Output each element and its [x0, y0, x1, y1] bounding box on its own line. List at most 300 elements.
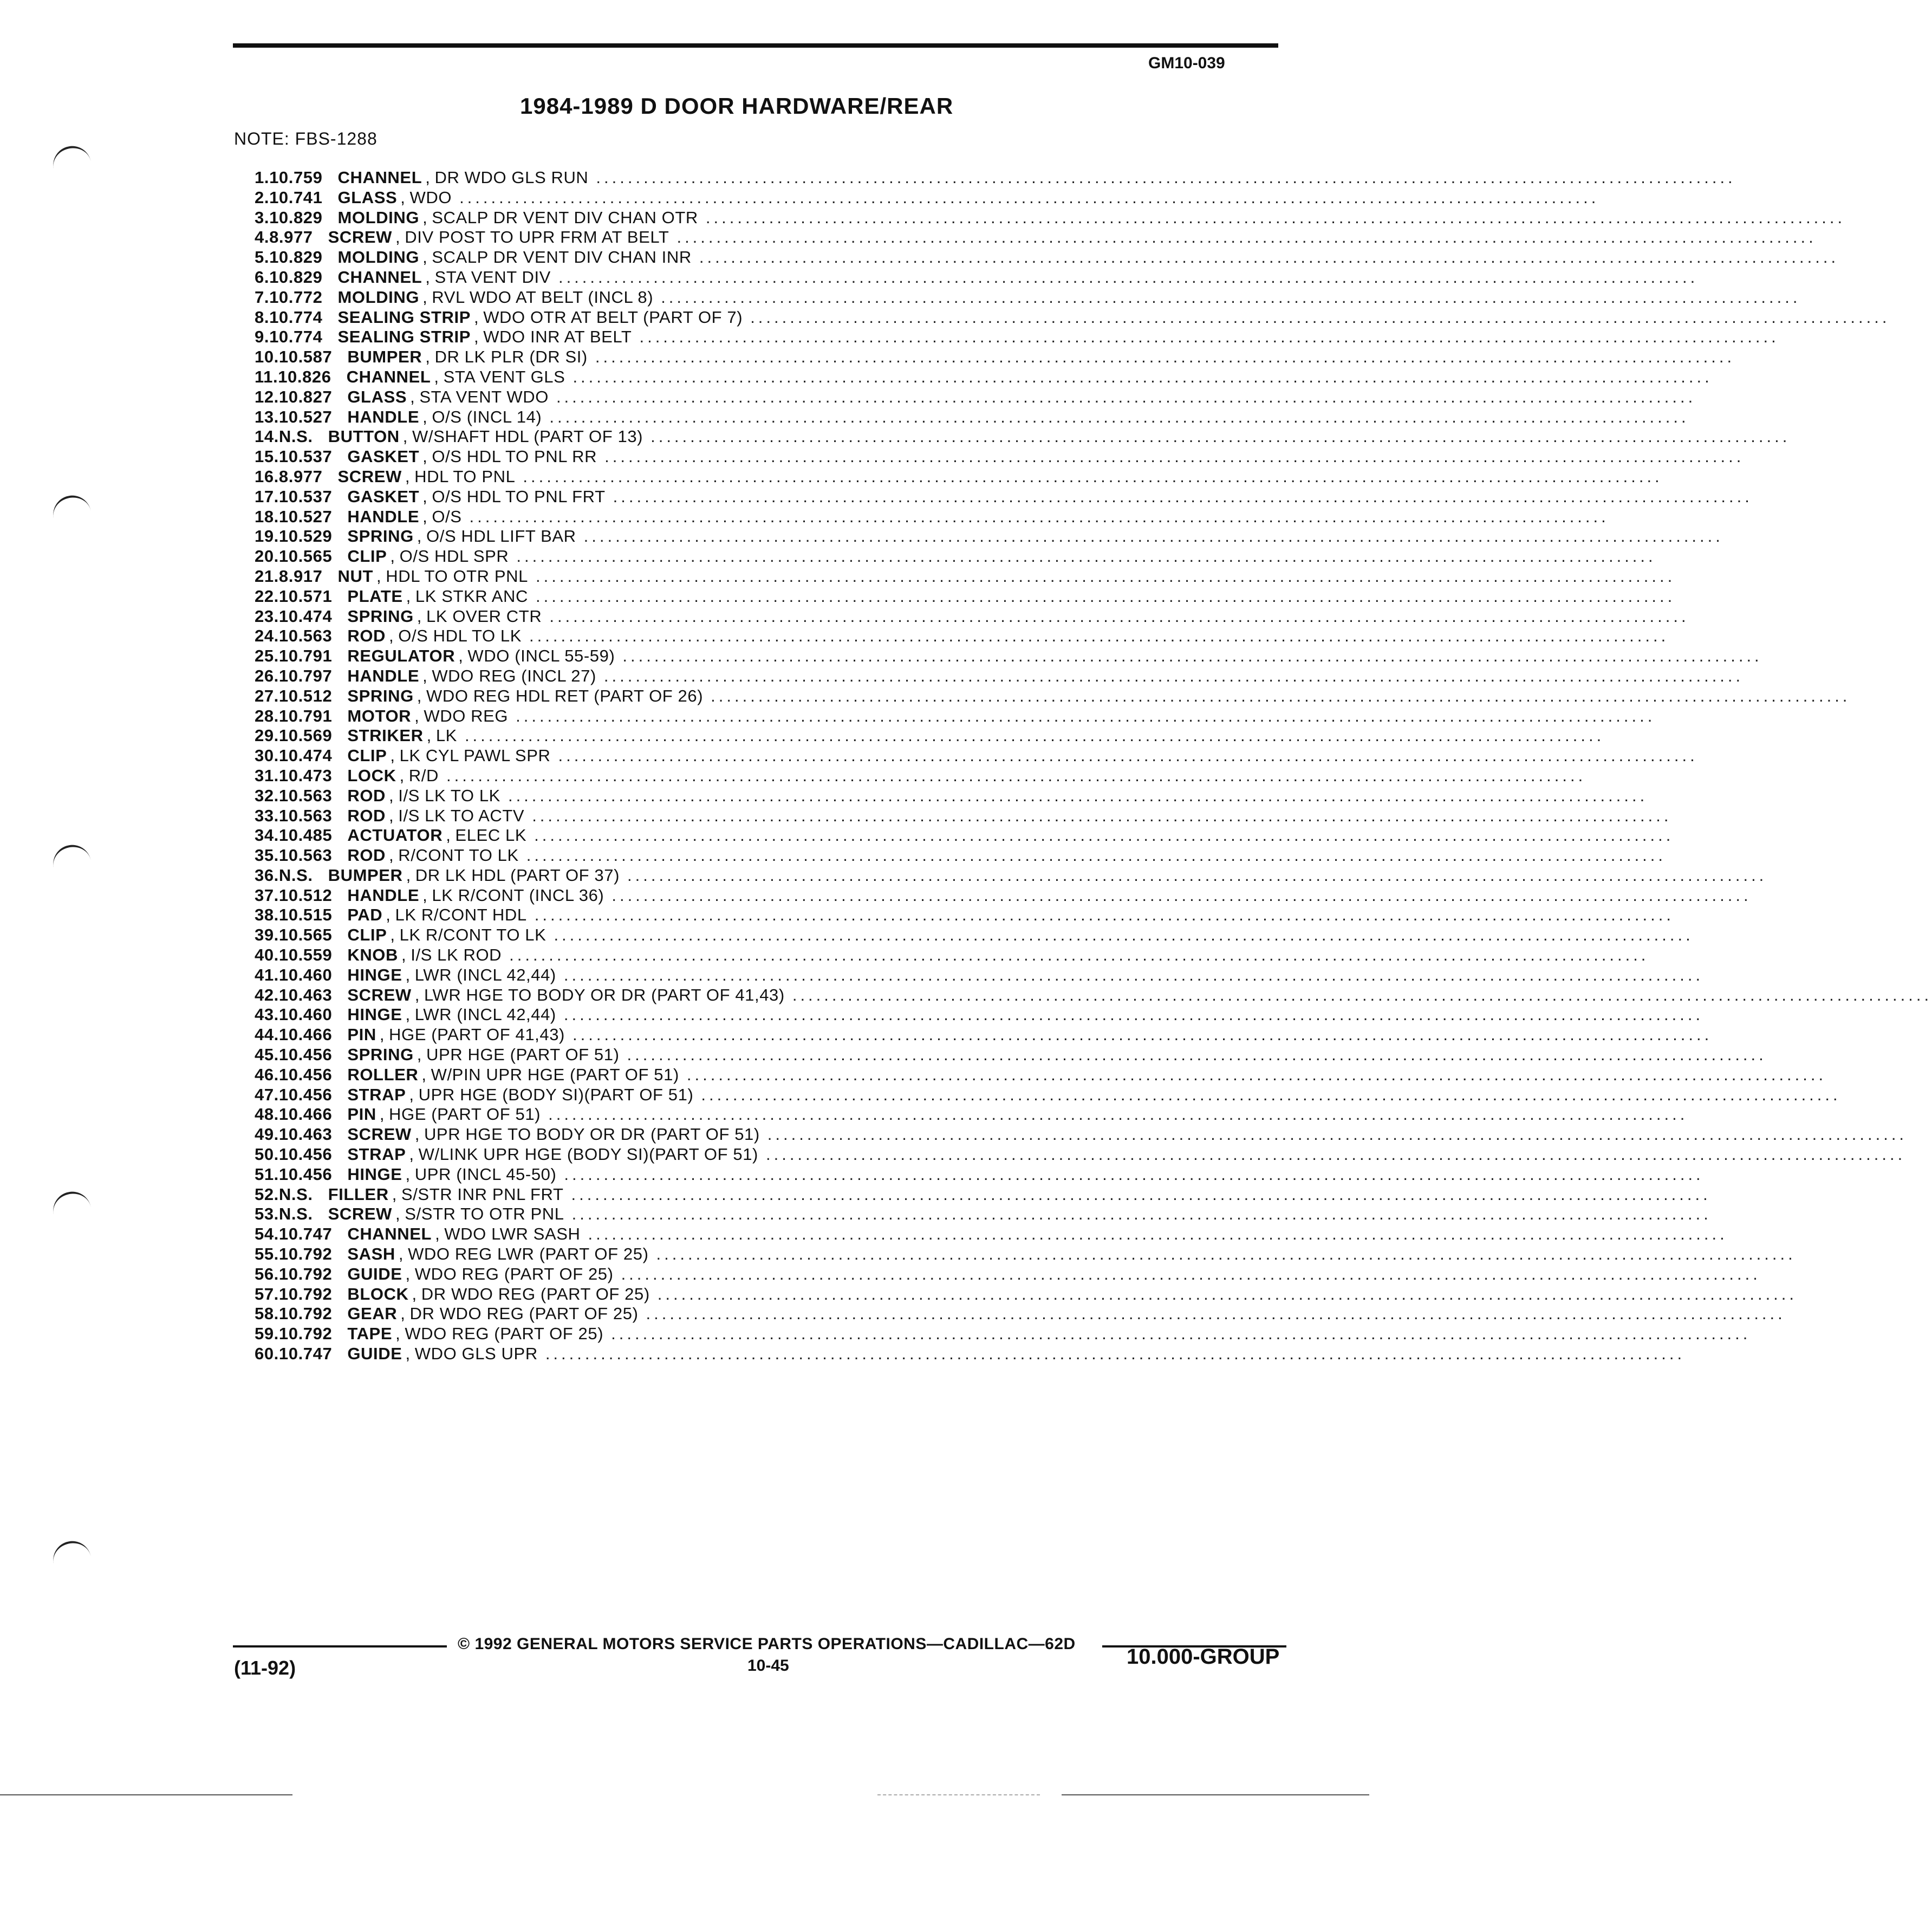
- dot-leader: ................................................................................................................................................: [603, 666, 1744, 685]
- part-description: [328, 1204, 564, 1224]
- part-name: GLASS: [347, 387, 407, 406]
- part-separator: ,: [410, 387, 415, 406]
- part-name: ROD: [347, 786, 386, 805]
- part-name: HANDLE: [347, 666, 420, 685]
- part-detail: STA VENT GLS: [443, 367, 565, 386]
- part-separator: ,: [400, 1304, 406, 1324]
- part-detail: O/S: [432, 507, 462, 526]
- group-number: 8.977: [269, 228, 313, 247]
- part-name: CHANNEL: [337, 267, 422, 287]
- part-separator: ,: [405, 965, 411, 984]
- group-number: 10.792: [278, 1284, 333, 1303]
- item-number: 25.: [255, 646, 279, 666]
- dot-leader: ................................................................................................................................................: [627, 1045, 1767, 1065]
- group-number: 10.827: [278, 387, 333, 406]
- part-detail: HDL TO OTR PNL: [386, 566, 528, 586]
- parts-row: [255, 706, 1656, 727]
- part-separator: ,: [412, 1284, 417, 1303]
- parts-row: [255, 1145, 1906, 1165]
- part-name: CLIP: [347, 746, 387, 766]
- dot-leader: ................................................................................................................................................: [686, 1065, 1827, 1084]
- part-description: [347, 507, 461, 527]
- part-description: [347, 407, 542, 427]
- dot-leader: ................................................................................................................................................: [545, 1344, 1686, 1364]
- group-number: 10.829: [269, 248, 323, 267]
- item-number: 53.: [255, 1204, 279, 1224]
- part-detail: O/S HDL TO PNL FRT: [432, 487, 606, 506]
- part-name: BUMPER: [347, 347, 422, 367]
- group-number: 8.917: [278, 566, 323, 586]
- binder-punch-mark: [50, 492, 91, 520]
- item-number: 55.: [255, 1244, 279, 1264]
- part-name: SCREW: [328, 1204, 392, 1224]
- group-number: 10.747: [278, 1224, 333, 1244]
- group-number: N.S.: [278, 1184, 313, 1204]
- group-number: 10.792: [278, 1304, 333, 1324]
- part-detail: LK OVER CTR: [426, 606, 542, 626]
- item-number: 54.: [255, 1224, 279, 1244]
- group-number: 10.563: [278, 806, 333, 825]
- dot-leader: ................................................................................................................................................: [558, 746, 1698, 766]
- dot-leader: ................................................................................................................................................: [573, 367, 1713, 386]
- part-separator: ,: [406, 865, 411, 885]
- part-detail: LK R/CONT HDL: [395, 905, 527, 925]
- group-number: 10.565: [278, 925, 333, 945]
- part-description: [347, 666, 596, 686]
- group-number: 10.529: [278, 527, 333, 546]
- part-separator: ,: [395, 1204, 401, 1224]
- part-description: [347, 1324, 603, 1344]
- part-description: [347, 387, 549, 407]
- item-number: 13.: [255, 407, 279, 426]
- part-description: [347, 547, 509, 566]
- item-number: 31.: [255, 766, 279, 785]
- part-name: BUMPER: [328, 865, 403, 885]
- item-number: 28.: [255, 706, 279, 725]
- item-number: 24.: [255, 626, 279, 646]
- item-number: 39.: [255, 925, 279, 945]
- part-description: [337, 168, 588, 187]
- part-separator: ,: [379, 1025, 385, 1045]
- part-description: [337, 288, 653, 307]
- parts-row: [255, 1304, 1786, 1324]
- part-description: [347, 985, 785, 1005]
- group-number: 10.563: [278, 626, 333, 646]
- dot-leader: ................................................................................................................................................: [611, 1324, 1751, 1344]
- group-number: 10.792: [278, 1264, 333, 1283]
- part-detail: WDO (INCL 55-59): [467, 646, 615, 666]
- parts-row: [255, 865, 1767, 886]
- group-number: 10.527: [278, 507, 333, 526]
- part-separator: ,: [425, 168, 431, 187]
- item-number: 46.: [255, 1065, 279, 1084]
- part-separator: ,: [379, 1105, 385, 1124]
- dot-leader: ................................................................................................................................................: [583, 527, 1723, 546]
- part-name: PIN: [347, 1105, 376, 1124]
- parts-row: [255, 925, 1694, 945]
- part-description: [347, 447, 597, 466]
- binder-punch-mark: [50, 841, 91, 870]
- item-number: 42.: [255, 985, 279, 1004]
- parts-row: [255, 187, 1599, 208]
- part-detail: S/STR TO OTR PNL: [405, 1204, 564, 1224]
- item-number: 41.: [255, 965, 279, 984]
- parts-row: [255, 1244, 1796, 1264]
- part-name: BUTTON: [328, 427, 400, 446]
- part-description: [347, 1285, 649, 1304]
- parts-row: [255, 1204, 1712, 1224]
- parts-row: [255, 228, 1817, 248]
- part-detail: W/SHAFT HDL (PART OF 13): [412, 427, 643, 446]
- parts-row: [255, 885, 1752, 906]
- part-name: ROLLER: [347, 1065, 419, 1084]
- dot-leader: ................................................................................................................................................: [534, 826, 1674, 845]
- dot-leader: ................................................................................................................................................: [554, 925, 1694, 945]
- footer-rule: [233, 1645, 447, 1647]
- dot-leader: ................................................................................................................................................: [549, 606, 1689, 626]
- dot-leader: ................................................................................................................................................: [571, 1184, 1711, 1204]
- part-detail: WDO REG (PART OF 25): [414, 1264, 614, 1283]
- part-name: SASH: [347, 1244, 395, 1264]
- parts-row: [255, 1164, 1704, 1185]
- group-number: N.S.: [278, 865, 313, 885]
- part-separator: ,: [406, 586, 411, 606]
- part-separator: ,: [401, 945, 407, 965]
- part-description: [347, 826, 526, 845]
- part-detail: WDO: [409, 187, 452, 207]
- item-number: 34.: [255, 826, 279, 845]
- parts-row: [255, 1085, 1841, 1105]
- part-detail: O/S HDL SPR: [399, 547, 509, 566]
- part-separator: ,: [395, 1324, 401, 1344]
- dot-leader: ................................................................................................................................................: [676, 228, 1817, 247]
- item-number: 50.: [255, 1145, 279, 1164]
- binder-punch-mark: [50, 1538, 91, 1566]
- part-detail: DR WDO REG (PART OF 25): [409, 1304, 639, 1324]
- item-number: 18.: [255, 507, 279, 526]
- part-detail: WDO OTR AT BELT (PART OF 7): [483, 307, 743, 327]
- part-separator: ,: [426, 726, 432, 745]
- part-description: [347, 347, 588, 367]
- part-description: [347, 905, 526, 925]
- part-separator: ,: [389, 846, 394, 865]
- part-name: SPRING: [347, 686, 414, 705]
- part-description: [347, 607, 542, 626]
- part-name: FILLER: [328, 1184, 389, 1204]
- group-number: 10.460: [278, 965, 333, 984]
- parts-row: [255, 566, 1676, 587]
- part-detail: ELEC LK: [455, 826, 527, 845]
- dot-leader: ................................................................................................................................................: [571, 1204, 1712, 1224]
- part-name: SPRING: [347, 606, 414, 626]
- dot-leader: ................................................................................................................................................: [646, 1304, 1786, 1324]
- part-name: BLOCK: [347, 1284, 409, 1303]
- part-separator: ,: [458, 646, 464, 666]
- part-name: GLASS: [337, 187, 398, 207]
- part-description: [347, 1005, 556, 1024]
- parts-row: [255, 806, 1672, 826]
- part-separator: ,: [422, 407, 428, 426]
- part-separator: ,: [417, 686, 422, 705]
- item-number: 49.: [255, 1125, 279, 1144]
- parts-row: [255, 1125, 1908, 1145]
- part-name: MOLDING: [337, 248, 420, 267]
- item-number: 20.: [255, 547, 279, 566]
- part-detail: LK R/CONT TO LK: [399, 925, 547, 945]
- part-name: SEALING STRIP: [337, 327, 471, 347]
- part-detail: WDO REG LWR (PART OF 25): [408, 1244, 649, 1264]
- part-name: ROD: [347, 846, 386, 865]
- dot-leader: ................................................................................................................................................: [650, 427, 1791, 446]
- parts-row: [255, 945, 1649, 965]
- parts-row: [255, 327, 1779, 347]
- parts-row: [255, 427, 1791, 447]
- dot-leader: ................................................................................................................................................: [446, 766, 1586, 785]
- part-description: [347, 1125, 759, 1144]
- item-number: 51.: [255, 1164, 279, 1184]
- item-number: 12.: [255, 387, 279, 406]
- group-number: 10.587: [278, 347, 333, 367]
- part-name: HINGE: [347, 1005, 402, 1024]
- part-description: [347, 1224, 580, 1244]
- dot-leader: ................................................................................................................................................: [523, 466, 1663, 486]
- part-separator: ,: [390, 746, 395, 766]
- part-detail: SCALP DR VENT DIV CHAN OTR: [432, 207, 698, 227]
- item-number: 5.: [255, 248, 270, 267]
- part-detail: DR LK PLR (DR SI): [434, 347, 588, 367]
- parts-row: [255, 646, 1762, 666]
- dot-leader: ................................................................................................................................................: [516, 706, 1656, 725]
- part-separator: ,: [473, 307, 479, 327]
- parts-row: [255, 766, 1586, 786]
- group-number: 10.456: [278, 1164, 333, 1184]
- part-description: [347, 1244, 648, 1264]
- part-separator: ,: [402, 427, 408, 446]
- group-number: 10.463: [278, 985, 333, 1004]
- part-separator: ,: [422, 447, 428, 466]
- part-name: CHANNEL: [346, 367, 431, 386]
- group-number: 10.456: [278, 1145, 333, 1164]
- part-separator: ,: [414, 706, 420, 725]
- part-description: [337, 467, 515, 487]
- part-description: [347, 587, 528, 606]
- dot-leader: ................................................................................................................................................: [459, 187, 1599, 207]
- part-separator: ,: [389, 806, 394, 825]
- part-separator: ,: [376, 566, 382, 586]
- part-name: STRAP: [347, 1145, 406, 1164]
- item-number: 10.: [255, 347, 279, 367]
- part-name: HINGE: [347, 965, 402, 984]
- group-number: 10.512: [278, 885, 333, 905]
- part-name: LOCK: [347, 766, 396, 785]
- parts-row: [255, 905, 1674, 925]
- parts-row: [255, 626, 1669, 646]
- part-separator: ,: [392, 1184, 397, 1204]
- part-separator: ,: [422, 507, 428, 526]
- part-separator: ,: [422, 287, 428, 307]
- part-separator: ,: [422, 666, 428, 685]
- part-description: [347, 965, 556, 985]
- part-separator: ,: [425, 267, 431, 287]
- part-separator: ,: [398, 1244, 404, 1264]
- scan-edge-line: [877, 1794, 1040, 1795]
- parts-row: [255, 387, 1696, 407]
- parts-row: [255, 666, 1744, 686]
- dot-leader: ................................................................................................................................................: [604, 447, 1745, 466]
- group-number: 10.772: [269, 287, 323, 307]
- group-number: 10.474: [278, 746, 333, 766]
- part-description: [347, 1304, 638, 1324]
- group-number: 10.563: [278, 846, 333, 865]
- part-name: SPRING: [347, 1045, 414, 1065]
- note-text: NOTE: FBS-1288: [234, 129, 378, 148]
- parts-row: [255, 547, 1656, 567]
- item-number: 44.: [255, 1025, 279, 1045]
- parts-row: [255, 367, 1713, 387]
- part-description: [347, 527, 576, 546]
- item-number: 38.: [255, 905, 279, 925]
- part-detail: UPR (INCL 45-50): [414, 1164, 557, 1184]
- parts-row: [255, 347, 1735, 367]
- item-number: 22.: [255, 586, 279, 606]
- part-name: STRAP: [347, 1085, 406, 1104]
- group-number: 10.460: [278, 1005, 333, 1024]
- part-description: [347, 706, 508, 726]
- part-name: MOLDING: [337, 287, 420, 307]
- parts-row: [255, 985, 1932, 1006]
- dot-leader: ................................................................................................................................................: [792, 985, 1932, 1004]
- item-number: 7.: [255, 287, 270, 307]
- parts-row: [255, 487, 1753, 507]
- parts-row: [255, 1105, 1688, 1125]
- part-description: [347, 487, 605, 507]
- part-name: CHANNEL: [347, 1224, 432, 1244]
- part-separator: ,: [400, 187, 406, 207]
- dot-leader: ................................................................................................................................................: [711, 686, 1851, 705]
- item-number: 47.: [255, 1085, 279, 1104]
- part-separator: ,: [390, 547, 395, 566]
- part-separator: ,: [414, 985, 420, 1004]
- part-detail: R/D: [408, 766, 439, 785]
- item-number: 56.: [255, 1264, 279, 1283]
- part-detail: UPR HGE TO BODY OR DR (PART OF 51): [424, 1125, 760, 1144]
- part-separator: ,: [399, 766, 405, 785]
- dot-leader: ................................................................................................................................................: [621, 1264, 1761, 1283]
- dot-leader: ................................................................................................................................................: [536, 586, 1676, 606]
- part-name: PIN: [347, 1025, 376, 1045]
- part-detail: DR LK HDL (PART OF 37): [415, 865, 620, 885]
- document-code: GM10-039: [1148, 54, 1225, 72]
- item-number: 26.: [255, 666, 279, 685]
- group-number: 10.456: [278, 1065, 333, 1084]
- part-separator: ,: [414, 1125, 420, 1144]
- part-detail: I/S LK TO LK: [398, 786, 500, 805]
- part-detail: WDO REG (INCL 27): [432, 666, 596, 685]
- dot-leader: ................................................................................................................................................: [622, 646, 1762, 666]
- dot-leader: ................................................................................................................................................: [558, 267, 1699, 287]
- part-separator: ,: [386, 905, 391, 925]
- part-name: GASKET: [347, 447, 420, 466]
- part-separator: ,: [422, 248, 428, 267]
- part-detail: LWR HGE TO BODY OR DR (PART OF 41,43): [424, 985, 785, 1004]
- item-number: 43.: [255, 1005, 279, 1024]
- part-description: [337, 327, 632, 347]
- part-detail: LK: [435, 726, 457, 745]
- group-number: 10.512: [278, 686, 333, 705]
- part-description: [337, 268, 550, 287]
- part-description: [347, 686, 703, 706]
- item-number: 4.: [255, 228, 270, 247]
- revision-date: (11-92): [234, 1657, 296, 1679]
- item-number: 19.: [255, 527, 279, 546]
- part-detail: S/STR INR PNL FRT: [401, 1184, 564, 1204]
- dot-leader: ................................................................................................................................................: [532, 806, 1672, 825]
- group-number: 10.791: [278, 706, 333, 725]
- part-description: [347, 1344, 537, 1364]
- group-number: 10.537: [278, 447, 333, 466]
- part-detail: LWR (INCL 42,44): [414, 965, 556, 984]
- dot-leader: ................................................................................................................................................: [563, 1005, 1704, 1024]
- dot-leader: ................................................................................................................................................: [639, 327, 1779, 347]
- dot-leader: ................................................................................................................................................: [534, 905, 1674, 925]
- part-description: [347, 1045, 619, 1065]
- group-number: 10.741: [269, 187, 323, 207]
- part-name: GASKET: [347, 487, 420, 506]
- dot-leader: ................................................................................................................................................: [516, 547, 1656, 566]
- part-detail: O/S HDL LIFT BAR: [426, 527, 576, 546]
- item-number: 16.: [255, 466, 279, 486]
- part-separator: ,: [389, 786, 394, 805]
- parts-row: [255, 965, 1704, 985]
- part-name: ROD: [347, 806, 386, 825]
- item-number: 45.: [255, 1045, 279, 1065]
- parts-row: [255, 1324, 1751, 1344]
- parts-list: [255, 168, 1932, 1364]
- part-detail: I/S LK ROD: [411, 945, 502, 965]
- part-detail: SCALP DR VENT DIV CHAN INR: [432, 248, 692, 267]
- item-number: 59.: [255, 1324, 279, 1344]
- part-name: NUT: [337, 566, 373, 586]
- part-description: [347, 1025, 565, 1045]
- group-number: 10.527: [278, 407, 333, 426]
- part-name: TAPE: [347, 1324, 393, 1344]
- part-detail: LK CYL PAWL SPR: [399, 746, 551, 766]
- group-number: 10.563: [278, 786, 333, 805]
- group-label: 10.000-GROUP: [1127, 1645, 1280, 1669]
- item-number: 37.: [255, 885, 279, 905]
- parts-row: [255, 1065, 1827, 1085]
- dot-leader: ................................................................................................................................................: [508, 786, 1648, 805]
- part-description: [347, 646, 615, 666]
- part-description: [347, 626, 522, 646]
- dot-leader: ................................................................................................................................................: [596, 168, 1736, 187]
- dot-leader: ................................................................................................................................................: [464, 726, 1605, 745]
- item-number: 3.: [255, 207, 270, 227]
- group-number: 10.515: [278, 905, 333, 925]
- dot-leader: ................................................................................................................................................: [563, 965, 1704, 984]
- group-number: 10.537: [278, 487, 333, 506]
- group-number: 10.774: [269, 327, 323, 347]
- part-description: [328, 1185, 564, 1204]
- parts-row: [255, 207, 1846, 228]
- parts-row: [255, 466, 1663, 487]
- part-detail: WDO GLS UPR: [414, 1344, 538, 1364]
- group-number: 10.456: [278, 1045, 333, 1065]
- part-description: [347, 726, 457, 745]
- parts-row: [255, 307, 1890, 328]
- part-name: SPRING: [347, 527, 414, 546]
- part-detail: O/S HDL TO LK: [398, 626, 522, 646]
